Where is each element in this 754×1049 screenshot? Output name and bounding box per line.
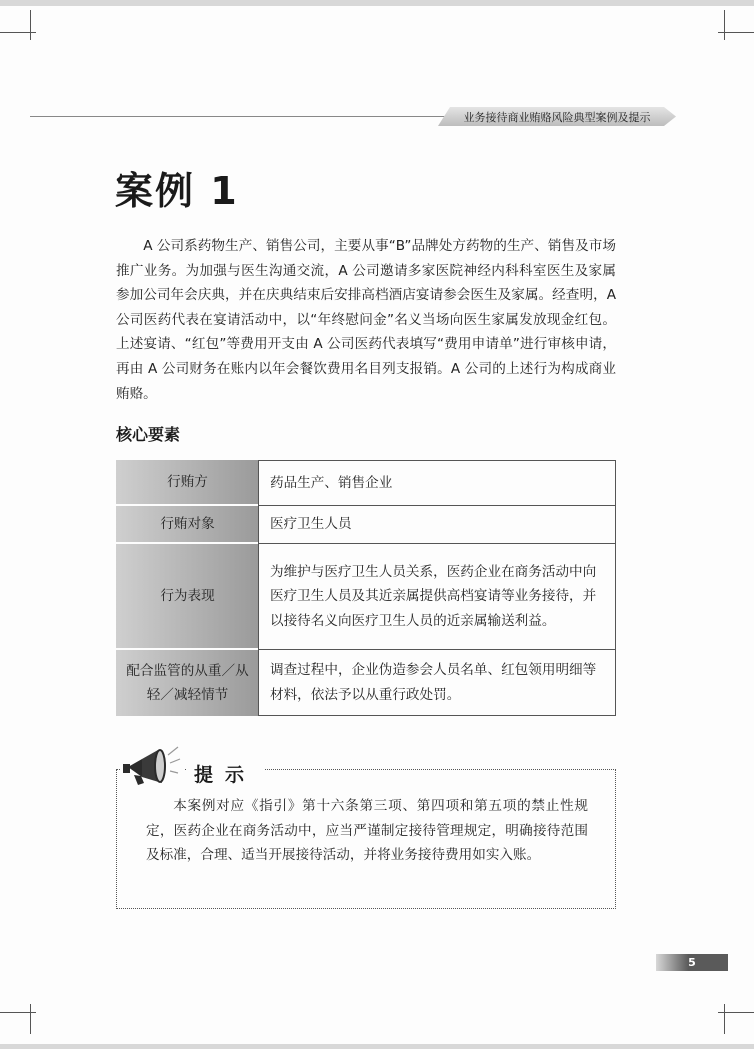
running-header: 业务接待商业贿赂风险典型案例及提示 xyxy=(463,111,651,124)
table-row xyxy=(116,650,616,716)
table-row xyxy=(116,544,616,650)
section-heading: 核心要素 xyxy=(116,425,181,444)
row-value: 医疗卫生人员 xyxy=(258,506,616,544)
key-elements-table xyxy=(116,460,616,716)
tip-text: 本案例对应《指引》第十六条第三项、第四项和第五项的禁止性规定，医药企业在商务活动中，应当严谨制定接待管理规定，明确接待范围及标准，合理、适当开展接待活动，并将业务接待费用如实入账。 xyxy=(146,798,588,863)
crop-mark xyxy=(30,1004,31,1034)
case-paragraph: A 公司系药物生产、销售公司，主要从事“B”品牌处方药物的生产、销售及市场推广业务。为加强与医生沟通交流，A 公司邀请多家医院神经内科科室医生及家属参加公司年会庆典，并在庆典结束后安排高档酒店宴请参会医生及家属。经查明，A 公司医药代表在宴请活动中，以“年终慰问金”名义当场向医生家属发放现金红包。上述宴请、“红包”等费用开支由 A 公司医药代表填写“费用申请单”进行审核申请，再由 A 公司财务在账内以年会餐饮费用名目列支报销。A 公司的上述行为构成商业贿赂。 xyxy=(116,238,616,402)
row-value: 药品生产、销售企业 xyxy=(258,460,616,506)
tip-title: 提示 xyxy=(186,760,264,787)
row-value: 调查过程中，企业伪造参会人员名单、红包领用明细等材料，依法予以从重行政处罚。 xyxy=(258,650,616,716)
crop-mark xyxy=(724,10,725,40)
row-label: 配合监管的从重／从轻／减轻情节 xyxy=(116,650,259,716)
row-label: 行贿方 xyxy=(116,460,259,506)
megaphone-icon xyxy=(120,745,184,789)
bottom-edge xyxy=(0,1044,754,1049)
crop-mark xyxy=(30,10,31,40)
row-label: 行贿对象 xyxy=(116,506,259,544)
page-title: 案例 1 xyxy=(115,169,239,213)
page-number: 5 xyxy=(656,954,728,971)
top-edge xyxy=(0,0,754,6)
table-row xyxy=(116,460,616,506)
table-row xyxy=(116,506,616,544)
row-label: 行为表现 xyxy=(116,544,259,650)
row-value: 为维护与医疗卫生人员关系，医药企业在商务活动中向医疗卫生人员及其近亲属提供高档宴请等业务接待，并以接待名义向医疗卫生人员的近亲属输送利益。 xyxy=(258,544,616,650)
crop-mark xyxy=(724,1004,725,1034)
